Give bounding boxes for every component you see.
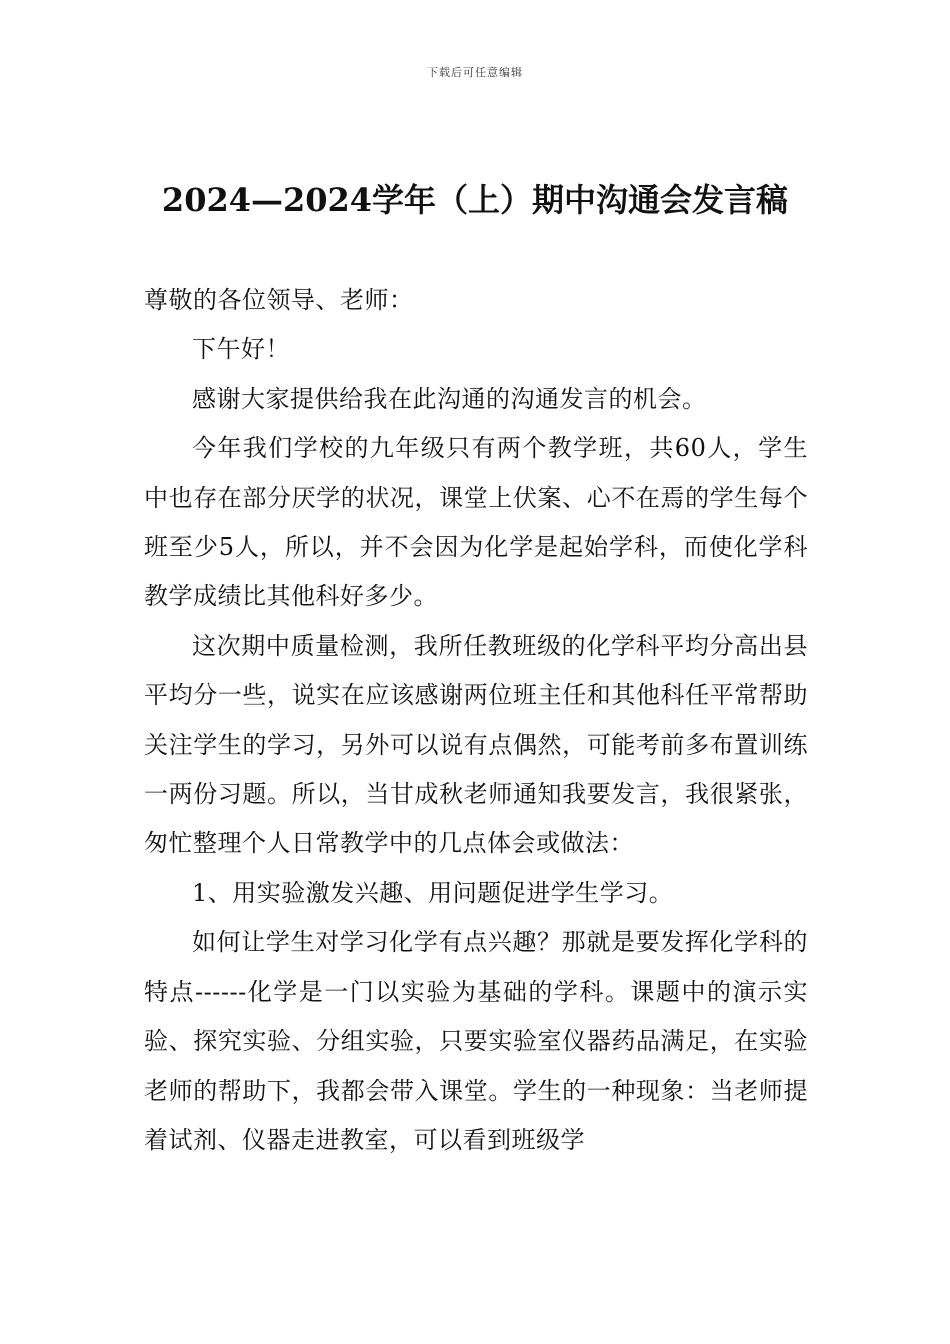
paragraph-exam-result: 这次期中质量检测，我所任教班级的化学科平均分高出县平均分一些，说实在应该感谢两位班主任和其他科任平常帮助关注学生的学习，另外可以说有点偶然，可能考前多布置训练一两份习题。所以，当甘成秋老师通知我要发言，我很紧张，匆忙整理个人日常教学中的几点体会或做法： bbox=[144, 631, 808, 858]
paragraph-thanks: 感谢大家提供给我在此沟通的沟通发言的机会。 bbox=[192, 384, 707, 413]
page-header: 下载后可任意编辑 bbox=[427, 66, 523, 79]
paragraph-point-one-heading: 1、用实验激发兴趣、用问题促进学生学习。 bbox=[192, 878, 674, 907]
paragraph-experiments: 如何让学生对学习化学有点兴趣？那就是要发挥化学科的特点------化学是一门以实验为基础的学科。课题中的演示实验、探究实验、分组实验，只要实验室仪器药品满足，在实验老师的帮助下，我都会带入课堂。学生的一种现象：当老师提着试剂、仪器走进教室，可以看到班级学 bbox=[144, 928, 808, 1154]
document-title: 2024—2024学年（上）期中沟通会发言稿 bbox=[161, 181, 789, 219]
salutation: 尊敬的各位领导、老师： bbox=[144, 286, 414, 314]
paragraph-greeting: 下午好！ bbox=[192, 335, 290, 364]
paragraph-class-situation: 今年我们学校的九年级只有两个教学班，共60人，学生中也存在部分厌学的状况，课堂上伏案、心不在焉的学生每个班至少5人，所以，并不会因为化学是起始学科，而使化学科教学成绩比其他科好多少。 bbox=[144, 434, 808, 611]
document-body bbox=[144, 276, 808, 1165]
